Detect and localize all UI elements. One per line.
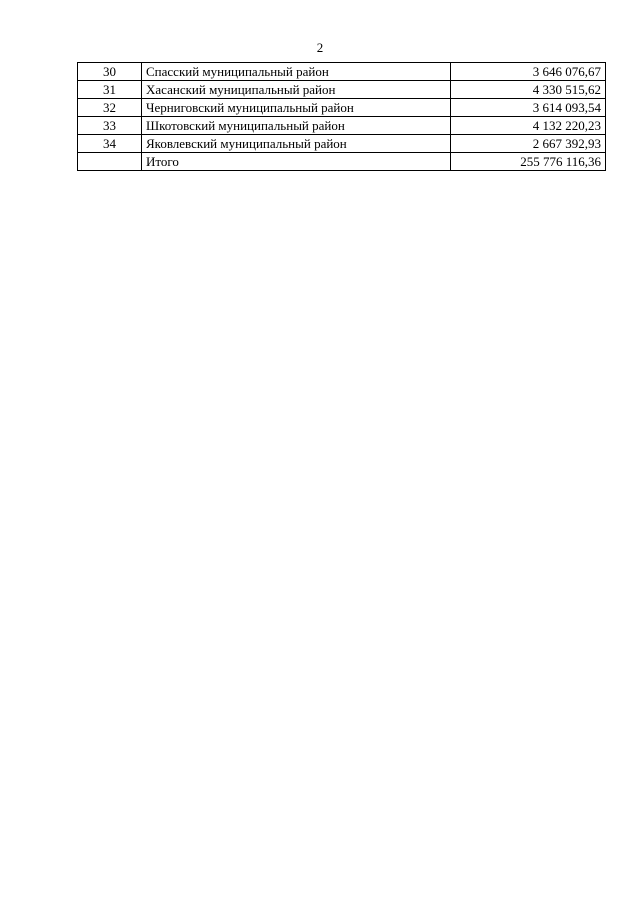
district-amounts-table (77, 62, 606, 171)
total-number (78, 153, 142, 171)
table-row (78, 63, 606, 81)
row-number: 31 (78, 81, 142, 99)
amount: 3 614 093,54 (451, 99, 606, 117)
total-amount: 255 776 116,36 (451, 153, 606, 171)
amount: 3 646 076,67 (451, 63, 606, 81)
table-row (78, 135, 606, 153)
page-number: 2 (316, 40, 324, 55)
district-name: Шкотовский муниципальный район (142, 117, 451, 135)
district-name: Черниговский муниципальный район (142, 99, 451, 117)
row-number: 30 (78, 63, 142, 81)
table-row (78, 117, 606, 135)
district-name: Спасский муниципальный район (142, 63, 451, 81)
total-row (78, 153, 606, 171)
amount: 4 132 220,23 (451, 117, 606, 135)
amount: 2 667 392,93 (451, 135, 606, 153)
district-name: Хасанский муниципальный район (142, 81, 451, 99)
table-row (78, 99, 606, 117)
amount: 4 330 515,62 (451, 81, 606, 99)
total-label: Итого (142, 153, 451, 171)
table-row (78, 81, 606, 99)
row-number: 32 (78, 99, 142, 117)
row-number: 33 (78, 117, 142, 135)
district-name: Яковлевский муниципальный район (142, 135, 451, 153)
row-number: 34 (78, 135, 142, 153)
